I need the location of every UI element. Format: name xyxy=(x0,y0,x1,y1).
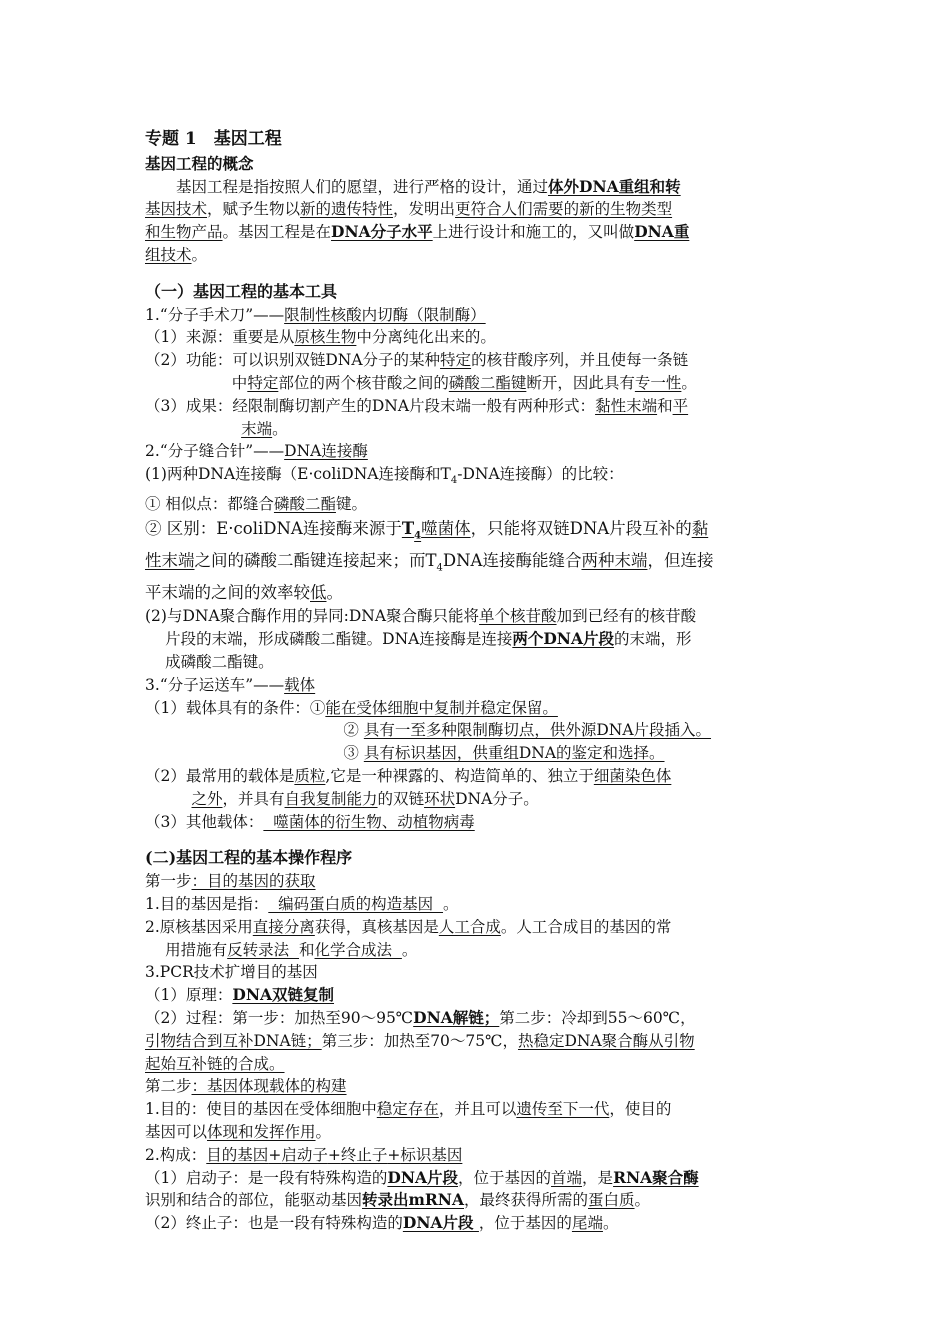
list-item xyxy=(145,1098,805,1121)
text-run: 。 xyxy=(602,1214,619,1233)
underlined-term: 黏 xyxy=(691,518,709,538)
text-run: 。基因工程是在 xyxy=(222,223,332,242)
text-run: 。 xyxy=(191,245,208,264)
underlined-term: 噬菌体 xyxy=(421,518,471,538)
text-run: 1.目的基因是指： xyxy=(145,895,269,913)
underlined-term: 特定 xyxy=(247,373,279,392)
underlined-term: 体现和发挥作用 xyxy=(207,1122,316,1141)
underlined-term: 组技术 xyxy=(145,245,192,264)
list-item xyxy=(145,1053,805,1076)
underlined-term: 黏性末端 xyxy=(595,396,658,415)
list-item xyxy=(145,765,805,788)
underlined-term: 平 xyxy=(672,396,689,415)
subscript: 4 xyxy=(414,530,422,542)
underlined-term: 原核生物 xyxy=(294,328,357,347)
underlined-term: 环状 xyxy=(424,789,456,808)
section-heading-procedure: (二)基因工程的基本操作程序 xyxy=(145,848,353,868)
text-run: （2）功能：可以识别双链DNA分子的某种 xyxy=(145,351,441,370)
underlined-term: 热稳定DNA聚合酶从引物 xyxy=(517,1031,695,1050)
underlined-term: + xyxy=(387,1145,401,1164)
underlined-term: 新的遗传特性 xyxy=(300,200,394,219)
text-run: 第二步 xyxy=(145,1077,192,1096)
text-run: DNA连接酶能缝合 xyxy=(442,551,582,571)
underlined-term: 转录出mRNA xyxy=(362,1190,464,1210)
underlined-term: DNA分子水平 xyxy=(331,222,433,242)
text-run: 1.目的：使目的基因在受体细胞中 xyxy=(145,1100,377,1119)
list-item xyxy=(145,742,805,765)
list-item xyxy=(145,580,805,605)
text-run: ，发明出 xyxy=(393,200,456,219)
list-item xyxy=(145,463,805,493)
text-run: 中分离纯化出来的。 xyxy=(356,328,496,347)
text-run: ，是 xyxy=(582,1168,614,1187)
text-run: ，并具有 xyxy=(222,789,285,808)
list-item xyxy=(145,1007,805,1030)
underlined-term: DNA片段 xyxy=(402,1213,479,1233)
text-run: 。 xyxy=(401,940,418,959)
underlined-term: + xyxy=(327,1145,341,1164)
subscript: 4 xyxy=(450,475,458,487)
underlined-term: 尾端 xyxy=(571,1214,603,1233)
list-item xyxy=(145,1167,805,1190)
list-item xyxy=(145,516,805,548)
text-run: （2）终止子：也是一段有特殊构造的 xyxy=(145,1214,403,1233)
underlined-term: 细菌染色体 xyxy=(593,767,672,786)
text-run: (1)两种DNA连接酶（E·coliDNA连接酶和T xyxy=(145,465,451,484)
text-run: （3）其他载体： xyxy=(145,812,264,831)
underlined-term: 末端 xyxy=(241,419,273,438)
list-item xyxy=(145,811,805,834)
list-item xyxy=(145,1144,805,1167)
underlined-term: 直接分离 xyxy=(252,917,315,936)
list-item xyxy=(145,939,805,962)
underlined-term: 目的基因 xyxy=(206,1145,269,1164)
step-heading xyxy=(145,1075,805,1098)
underlined-term: 启动子 xyxy=(281,1145,328,1164)
text-run: 。人工合成目的基因的常 xyxy=(500,917,672,936)
list-item xyxy=(145,651,805,674)
text-run: （2）过程：第一步：加热至90～95℃ xyxy=(145,1008,414,1027)
list-item xyxy=(145,788,805,811)
underlined-term: 特定 xyxy=(440,351,472,370)
underlined-term: 噬菌体的衍生物、动植物病毒 xyxy=(263,812,475,831)
list-item: 3.PCR技术扩增目的基因 xyxy=(145,963,318,982)
text-run: ，使目的 xyxy=(609,1100,672,1119)
paragraph-line xyxy=(145,198,805,221)
text-run: ，位于基因的 xyxy=(458,1168,552,1187)
text-run: (2)与DNA聚合酶作用的异同:DNA聚合酶只能将 xyxy=(145,607,480,626)
text-run: （2）最常用的载体是 xyxy=(145,767,295,786)
text-run: 平末端的之间的效率较 xyxy=(145,583,310,603)
text-run: 。 xyxy=(443,895,459,913)
text-run: 之间的磷酸二酯键连接起来；而T xyxy=(194,551,437,571)
text-run: ③ xyxy=(343,744,364,763)
text-run: ，并且可以 xyxy=(438,1100,517,1119)
text-run: 成磷酸二酯键。 xyxy=(165,653,274,672)
text-run: 1.“分子手术刀”—— xyxy=(145,305,285,324)
underlined-term: 单个核苷酸 xyxy=(479,607,557,626)
list-item xyxy=(145,697,805,720)
page-title: 专题 1 基因工程 xyxy=(145,129,282,149)
text-run: 的末端，形 xyxy=(613,630,692,649)
text-run: 2.构成： xyxy=(145,1145,207,1164)
paragraph-line xyxy=(145,221,805,244)
underlined-term: 两个DNA片段 xyxy=(512,629,614,649)
text-run: 断开，因此具有 xyxy=(526,373,635,392)
underlined-term: DNA重 xyxy=(634,222,690,242)
underlined-term: 限制性核酸内切酶（限制酶） xyxy=(284,305,486,324)
text-run: 的核苷酸序列，并且使每一条链 xyxy=(471,351,689,370)
text-run: 。 xyxy=(326,583,343,603)
underlined-term: 低 xyxy=(310,583,327,603)
underlined-term: 磷酸二酯键 xyxy=(448,373,527,392)
text-run: 。 xyxy=(681,373,697,392)
text-run: 第二步：冷却到55～60℃， xyxy=(499,1008,696,1027)
list-item xyxy=(145,1189,805,1212)
underlined-term: 更符合人们需要的新的生物类型 xyxy=(455,200,673,219)
underlined-term: 磷酸二酯 xyxy=(273,495,336,514)
text-run: 。 xyxy=(634,1191,651,1210)
text-run: 。 xyxy=(315,1122,332,1141)
text-run: 获得，真核基因是 xyxy=(314,917,439,936)
underlined-term: 体外DNA重组和转 xyxy=(548,176,681,196)
text-run: 部位的两个核苷酸之间的 xyxy=(278,373,449,392)
underlined-term: DNA解链； xyxy=(413,1007,500,1027)
underlined-term: 遗传至下一代 xyxy=(516,1100,610,1119)
text-run: 键。 xyxy=(335,495,367,514)
underlined-term: 终止子 xyxy=(340,1145,388,1164)
list-item xyxy=(145,719,805,742)
underlined-term: + xyxy=(268,1145,282,1164)
underlined-term: 之外 xyxy=(191,789,223,808)
underlined-term: 蛋白质 xyxy=(588,1191,635,1210)
text-run: 2.原核基因采用 xyxy=(145,917,253,936)
underlined-term: ：目的基因的获取 xyxy=(191,872,316,891)
underlined-term: ：基因体现载体的构建 xyxy=(191,1077,347,1096)
underlined-term: 首端 xyxy=(551,1168,583,1187)
list-item xyxy=(145,1030,805,1053)
text-run: -DNA连接酶）的比较： xyxy=(457,465,624,484)
text-run: 基因可以 xyxy=(145,1122,208,1141)
text-run: 片段的末端，形成磷酸二酯键。DNA连接酶是连接 xyxy=(165,630,513,649)
underlined-term: DNA连接酶 xyxy=(284,442,368,461)
underlined-term: DNA片段 xyxy=(387,1167,459,1187)
text-run: 的双链 xyxy=(377,789,425,808)
text-run: 上进行设计和施工的，又叫做 xyxy=(432,223,635,242)
list-item xyxy=(145,893,805,916)
list-item xyxy=(145,493,805,516)
underlined-term: DNA双链复制 xyxy=(232,985,335,1005)
text-run: 第一步 xyxy=(145,872,192,891)
text-run: ② 区别：E·coliDNA连接酶来源于 xyxy=(145,518,402,538)
underlined-term: 性末端 xyxy=(145,551,195,571)
text-run: 加到已经有的核苷酸 xyxy=(556,607,697,626)
underlined-term: 编码蛋白质的构造基因 xyxy=(268,895,444,913)
text-run: 和 xyxy=(299,940,315,959)
underlined-term: 基因技术 xyxy=(145,200,208,219)
underlined-term: 专一性 xyxy=(634,373,682,392)
underlined-term: RNA聚合酶 xyxy=(613,1167,699,1187)
list-item xyxy=(145,916,805,939)
underlined-term: 引物结合到互补DNA链； xyxy=(145,1031,322,1050)
list-item xyxy=(145,440,805,463)
list-item xyxy=(145,605,805,628)
underlined-term: 质粒 xyxy=(294,767,326,786)
underlined-term: 具有一至多种限制酶切点，供外源DNA片段插入。 xyxy=(363,721,712,740)
list-item xyxy=(145,418,805,441)
underlined-term: 起始互补链的合成。 xyxy=(145,1054,285,1073)
paragraph-line xyxy=(145,176,805,199)
list-item xyxy=(145,1121,805,1144)
text-run: ② xyxy=(343,721,364,740)
list-item xyxy=(145,349,805,372)
list-item xyxy=(145,548,805,580)
subscript: 4 xyxy=(436,562,443,574)
text-run: ，但连接 xyxy=(647,551,714,571)
text-run: 识别和结合的部位，能驱动基因 xyxy=(145,1191,363,1210)
underlined-term: 能在受体细胞中复制并稳定保留。 xyxy=(325,698,558,717)
text-run: 3.“分子运送车”—— xyxy=(145,675,285,694)
text-run: 。 xyxy=(272,419,288,438)
list-item xyxy=(145,326,805,349)
list-item xyxy=(145,395,805,418)
text-run: ,它是一种裸露的、构造简单的、独立于 xyxy=(325,767,594,786)
text-run: ，只能将双链DNA片段互补的 xyxy=(470,518,692,538)
section-heading-concept: 基因工程的概念 xyxy=(145,153,254,173)
text-run: 基因工程是指按照人们的愿望，进行严格的设计，通过 xyxy=(176,177,549,196)
underlined-term: 标识基因 xyxy=(400,1145,463,1164)
step-heading xyxy=(145,870,805,893)
list-item xyxy=(145,984,805,1007)
list-item xyxy=(145,674,805,697)
text-run: （3）成果：经限制酶切割产生的DNA片段末端一般有两种形式： xyxy=(145,396,596,415)
paragraph-line xyxy=(145,244,805,267)
text-run: 第三步：加热至70～75℃， xyxy=(321,1031,518,1050)
text-run: ，最终获得所需的 xyxy=(464,1191,589,1210)
text-run: （1）来源：重要是从 xyxy=(145,328,295,347)
underlined-term: 人工合成 xyxy=(438,917,501,936)
list-item xyxy=(145,304,805,327)
text-run: （1）原理： xyxy=(145,986,233,1005)
underlined-term: T xyxy=(401,518,415,538)
underlined-term: 具有标识基因，供重组DNA的鉴定和选择。 xyxy=(363,744,665,763)
underlined-term: 化学合成法 xyxy=(314,940,402,959)
list-item xyxy=(145,372,805,395)
text-run: DNA分子。 xyxy=(455,789,539,808)
underlined-term: 稳定存在 xyxy=(376,1100,439,1119)
list-item xyxy=(145,628,805,651)
list-item xyxy=(145,1212,805,1235)
text-run: 2.“分子缝合针”—— xyxy=(145,442,285,461)
text-run: 和 xyxy=(657,396,673,415)
underlined-term: 载体 xyxy=(284,675,316,694)
underlined-term: 自我复制能力 xyxy=(284,789,378,808)
text-run: ① 相似点：都缝合 xyxy=(145,495,274,514)
underlined-term: 反转录法 xyxy=(227,940,300,959)
underlined-term: 两种末端 xyxy=(581,551,648,571)
document-body xyxy=(145,128,805,1235)
text-run: 中 xyxy=(231,373,248,392)
text-run: （1）载体具有的条件：① xyxy=(145,698,326,717)
text-run: 用措施有 xyxy=(165,940,228,959)
section-heading-tools: （一）基因工程的基本工具 xyxy=(145,281,338,301)
text-run: ，赋予生物以 xyxy=(207,200,301,219)
text-run: （1）启动子：是一段有特殊构造的 xyxy=(145,1168,388,1187)
text-run: ，位于基因的 xyxy=(478,1214,572,1233)
underlined-term: 和生物产品 xyxy=(145,223,223,242)
